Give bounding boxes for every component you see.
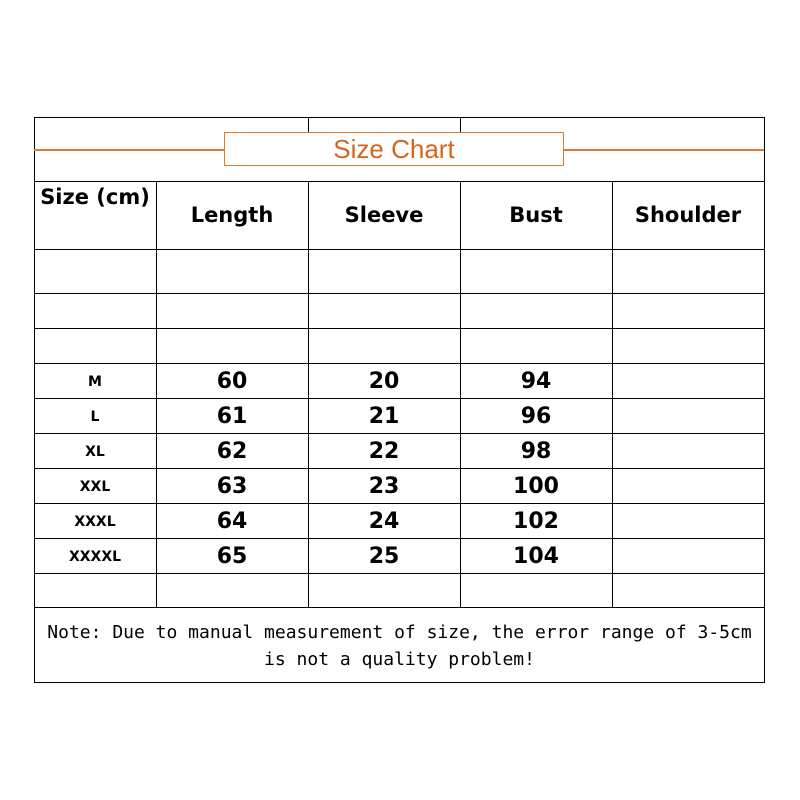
size-chart-table [34, 117, 765, 683]
sleeve-value: 24 [368, 509, 400, 534]
header-size: Size (cm) [40, 185, 150, 209]
header-bust: Bust [509, 203, 563, 227]
shoulder-value [612, 504, 764, 539]
size-label: XL [85, 443, 105, 460]
title-decor-line-left [34, 149, 224, 151]
table-border-top [34, 117, 765, 118]
header-sleeve: Sleeve [344, 203, 424, 227]
sleeve-value: 20 [368, 369, 400, 394]
size-label: M [88, 373, 102, 390]
shoulder-value [612, 399, 764, 434]
header-shoulder: Shoulder [634, 203, 742, 227]
row-divider [34, 249, 765, 250]
shoulder-value [612, 469, 764, 504]
length-value: 63 [216, 474, 248, 499]
title-row-divider [460, 117, 461, 132]
size-label: XXXXL [68, 548, 122, 565]
length-value: 62 [216, 439, 248, 464]
size-label: XXL [79, 478, 111, 495]
chart-title: Size Chart [224, 132, 564, 166]
sleeve-value: 23 [368, 474, 400, 499]
bust-value: 104 [513, 544, 559, 569]
measurement-note: Note: Due to manual measurement of size, the error range of 3-5cm is not a quality problem! [47, 621, 752, 670]
sleeve-value: 25 [368, 544, 400, 569]
bust-value: 98 [520, 439, 552, 464]
title-row-divider [308, 117, 309, 132]
length-value: 65 [216, 544, 248, 569]
length-value: 61 [216, 404, 248, 429]
bust-value: 96 [520, 404, 552, 429]
bust-value: 94 [520, 369, 552, 394]
shoulder-value [612, 539, 764, 574]
length-value: 60 [216, 369, 248, 394]
shoulder-value [612, 364, 764, 399]
size-label: L [90, 408, 100, 425]
bust-value: 100 [513, 474, 559, 499]
bust-value: 102 [513, 509, 559, 534]
size-label: XXXL [74, 513, 116, 530]
length-value: 64 [216, 509, 248, 534]
sleeve-value: 21 [368, 404, 400, 429]
row-divider [34, 293, 765, 294]
title-decor-line-right [564, 149, 764, 151]
table-border-right [764, 117, 765, 683]
shoulder-value [612, 434, 764, 469]
row-divider [34, 328, 765, 329]
header-length: Length [190, 203, 274, 227]
sleeve-value: 22 [368, 439, 400, 464]
